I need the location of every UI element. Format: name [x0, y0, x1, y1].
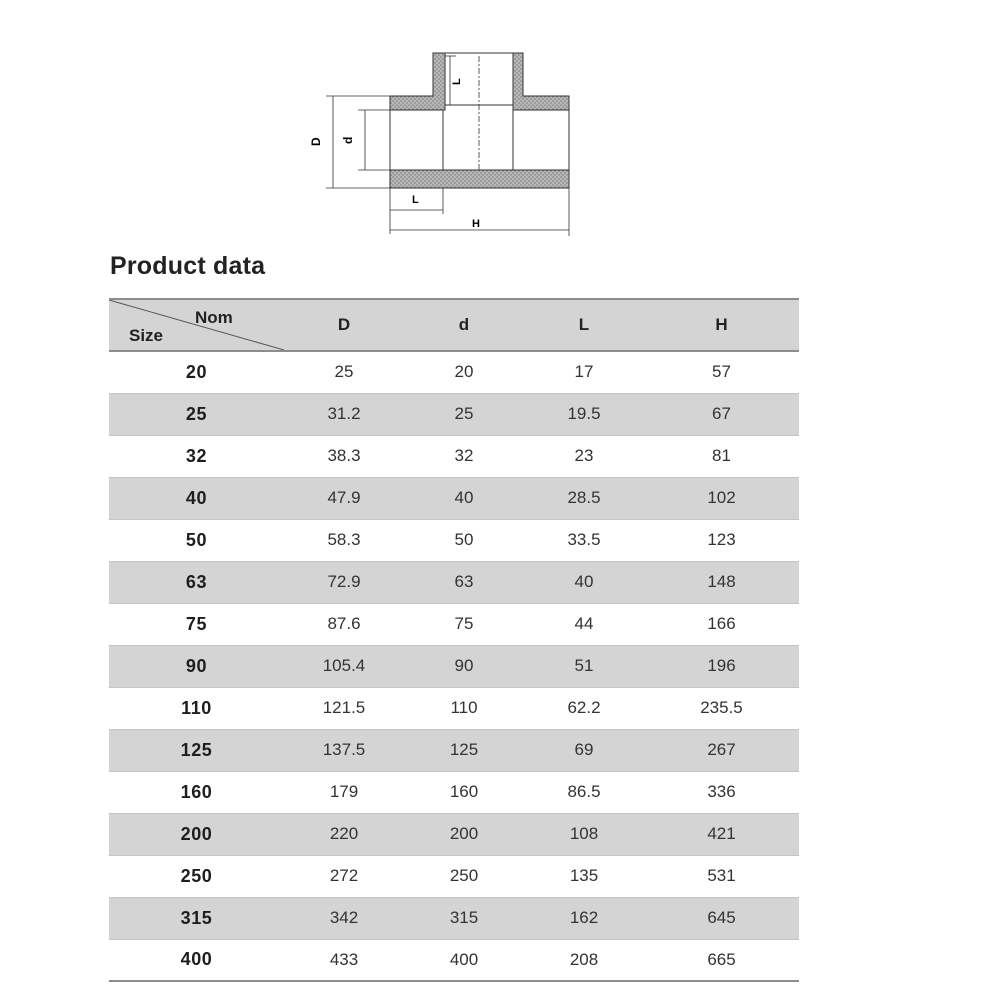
cell-size: 63 — [109, 561, 284, 603]
header-nom: Nom — [195, 308, 233, 327]
cell-size: 90 — [109, 645, 284, 687]
dim-label-L-top: L — [451, 78, 463, 85]
table-row — [109, 477, 799, 519]
cell-d: 110 — [404, 687, 524, 729]
cell-H: 67 — [644, 393, 799, 435]
cell-size: 125 — [109, 729, 284, 771]
table-row — [109, 351, 799, 393]
cell-H: 81 — [644, 435, 799, 477]
cell-L: 23 — [524, 435, 644, 477]
header-H: H — [644, 299, 799, 351]
cell-d: 20 — [404, 351, 524, 393]
cell-d: 400 — [404, 939, 524, 981]
cell-d: 63 — [404, 561, 524, 603]
cell-H: 421 — [644, 813, 799, 855]
cell-H: 531 — [644, 855, 799, 897]
header-D: D — [284, 299, 404, 351]
cell-H: 336 — [644, 771, 799, 813]
cell-H: 645 — [644, 897, 799, 939]
cell-H: 267 — [644, 729, 799, 771]
table-row — [109, 519, 799, 561]
cell-d: 315 — [404, 897, 524, 939]
cell-L: 28.5 — [524, 477, 644, 519]
cell-size: 315 — [109, 897, 284, 939]
cell-L: 33.5 — [524, 519, 644, 561]
cell-H: 123 — [644, 519, 799, 561]
cell-size: 110 — [109, 687, 284, 729]
table-row — [109, 897, 799, 939]
cell-L: 51 — [524, 645, 644, 687]
cell-H: 665 — [644, 939, 799, 981]
cell-H: 235.5 — [644, 687, 799, 729]
cell-D: 31.2 — [284, 393, 404, 435]
cell-D: 105.4 — [284, 645, 404, 687]
table-row — [109, 729, 799, 771]
table-row — [109, 645, 799, 687]
cell-L: 208 — [524, 939, 644, 981]
cell-d: 160 — [404, 771, 524, 813]
dim-label-H: H — [472, 218, 480, 230]
cell-D: 72.9 — [284, 561, 404, 603]
section-title: Product data — [110, 252, 266, 280]
cell-H: 166 — [644, 603, 799, 645]
cell-L: 19.5 — [524, 393, 644, 435]
dim-label-D: D — [309, 137, 323, 146]
cell-d: 25 — [404, 393, 524, 435]
cell-size: 50 — [109, 519, 284, 561]
table-row — [109, 603, 799, 645]
cell-D: 137.5 — [284, 729, 404, 771]
product-data-table — [109, 298, 799, 982]
header-L: L — [524, 299, 644, 351]
table-row — [109, 393, 799, 435]
cell-size: 32 — [109, 435, 284, 477]
cell-size: 40 — [109, 477, 284, 519]
cell-size: 25 — [109, 393, 284, 435]
cell-D: 220 — [284, 813, 404, 855]
cell-d: 50 — [404, 519, 524, 561]
cell-D: 121.5 — [284, 687, 404, 729]
dim-label-d: d — [341, 136, 355, 144]
cell-d: 200 — [404, 813, 524, 855]
header-corner — [109, 299, 284, 351]
cell-L: 44 — [524, 603, 644, 645]
cell-size: 400 — [109, 939, 284, 981]
cell-size: 20 — [109, 351, 284, 393]
cell-L: 69 — [524, 729, 644, 771]
cell-D: 342 — [284, 897, 404, 939]
cell-d: 32 — [404, 435, 524, 477]
dim-label-L-bottom: L — [412, 194, 419, 206]
cell-D: 433 — [284, 939, 404, 981]
cell-D: 38.3 — [284, 435, 404, 477]
cell-H: 148 — [644, 561, 799, 603]
cell-D: 25 — [284, 351, 404, 393]
table-row — [109, 939, 799, 981]
table-row — [109, 687, 799, 729]
cell-D: 47.9 — [284, 477, 404, 519]
cell-D: 87.6 — [284, 603, 404, 645]
cell-L: 162 — [524, 897, 644, 939]
cell-size: 200 — [109, 813, 284, 855]
cell-d: 90 — [404, 645, 524, 687]
cell-L: 108 — [524, 813, 644, 855]
cell-size: 75 — [109, 603, 284, 645]
cell-size: 250 — [109, 855, 284, 897]
cell-d: 40 — [404, 477, 524, 519]
cell-H: 196 — [644, 645, 799, 687]
table-row — [109, 435, 799, 477]
cell-D: 272 — [284, 855, 404, 897]
tee-fitting-diagram — [300, 40, 600, 240]
header-size: Size — [129, 326, 164, 345]
tee-bore — [390, 53, 569, 170]
cell-H: 102 — [644, 477, 799, 519]
cell-L: 135 — [524, 855, 644, 897]
cell-D: 179 — [284, 771, 404, 813]
cell-d: 250 — [404, 855, 524, 897]
table-row — [109, 813, 799, 855]
cell-L: 17 — [524, 351, 644, 393]
cell-d: 75 — [404, 603, 524, 645]
table-header-row — [109, 299, 799, 351]
table-row — [109, 855, 799, 897]
cell-H: 57 — [644, 351, 799, 393]
cell-L: 86.5 — [524, 771, 644, 813]
cell-L: 62.2 — [524, 687, 644, 729]
table-row — [109, 771, 799, 813]
cell-d: 125 — [404, 729, 524, 771]
cell-L: 40 — [524, 561, 644, 603]
table-row — [109, 561, 799, 603]
cell-size: 160 — [109, 771, 284, 813]
header-d: d — [404, 299, 524, 351]
cell-D: 58.3 — [284, 519, 404, 561]
